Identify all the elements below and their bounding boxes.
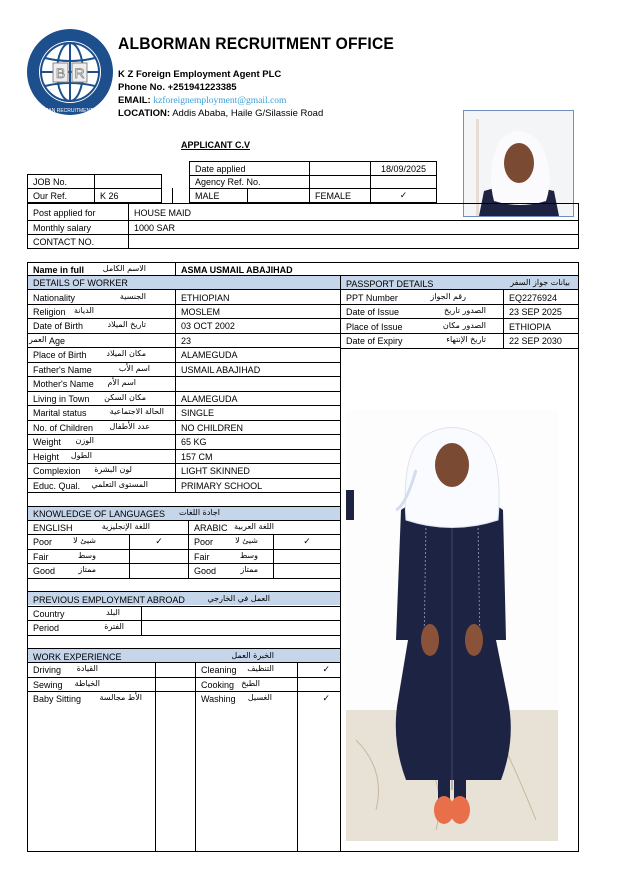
company-name: K Z Foreign Employment Agent PLC bbox=[118, 69, 282, 80]
svg-text:B: B bbox=[55, 65, 66, 81]
our-ref-value: K 26 bbox=[100, 191, 119, 201]
detail-label: Educ. Qual. bbox=[33, 481, 81, 491]
languages-heading-ar: اجادة اللغات bbox=[178, 508, 220, 517]
email-link[interactable]: kzforeignemployment@gmail.com bbox=[153, 96, 287, 106]
passport-label-ar: رقم الجواز bbox=[430, 292, 466, 301]
email-line bbox=[118, 94, 286, 108]
detail-value bbox=[176, 377, 186, 379]
work-skill-ar: الخياطة bbox=[74, 679, 100, 688]
full-body-photo bbox=[346, 410, 558, 841]
detail-label: Father's Name bbox=[33, 365, 92, 375]
passport-value: 22 SEP 2030 bbox=[509, 336, 562, 346]
arabic-fair-value bbox=[274, 550, 340, 552]
passport-value: 23 SEP 2025 bbox=[509, 307, 562, 317]
detail-label: Religion bbox=[33, 307, 66, 317]
detail-label: Age bbox=[49, 336, 66, 346]
location-label: LOCATION: bbox=[118, 108, 171, 119]
salary-value: 1000 SAR bbox=[134, 223, 176, 233]
english-level-label: Good bbox=[33, 566, 56, 576]
salary-label: Monthly salary bbox=[33, 223, 92, 233]
english-poor-checkmark: ✓ bbox=[155, 537, 163, 547]
arabic-level-label: Fair bbox=[194, 552, 210, 562]
previous-label-ar: الفترة bbox=[104, 622, 124, 631]
reference-table bbox=[27, 174, 162, 203]
agency-ref-label: Agency Ref. No. bbox=[195, 177, 261, 187]
contact-value bbox=[129, 235, 139, 237]
arabic-level-ar: شيئ لا bbox=[235, 536, 258, 545]
work-skill-label: Driving bbox=[33, 665, 62, 675]
detail-label: Living in Town bbox=[33, 394, 90, 404]
arabic-poor-checkmark: ✓ bbox=[303, 537, 311, 547]
phone-label: Phone No. bbox=[118, 82, 165, 93]
detail-label: Complexion bbox=[33, 466, 81, 476]
post-label: Post applied for bbox=[33, 208, 96, 218]
detail-label-ar: اسم الأم bbox=[107, 378, 136, 387]
detail-label: Marital status bbox=[33, 408, 87, 418]
detail-label: Height bbox=[33, 452, 60, 462]
arabic-level-ar: ممتاز bbox=[240, 565, 258, 574]
previous-label: Period bbox=[33, 623, 60, 633]
detail-label-ar: الوزن bbox=[75, 436, 94, 445]
detail-label-ar: مكان الميلاد bbox=[106, 349, 146, 358]
arabic-label-ar: اللغة العربية bbox=[234, 522, 274, 531]
phone-line bbox=[118, 81, 237, 94]
work-skill-label: Washing bbox=[201, 694, 236, 704]
location-value: Addis Ababa, Haile G/Silassie Road bbox=[172, 108, 324, 119]
work-skill-value bbox=[156, 678, 195, 680]
name-value: ASMA USMAIL ABAJIHAD bbox=[181, 265, 293, 275]
detail-label: Weight bbox=[33, 437, 61, 447]
arabic-level-label: Good bbox=[194, 566, 217, 576]
name-label-ar: الاسم الكامل bbox=[102, 264, 146, 273]
name-label: Name in full bbox=[33, 265, 85, 275]
passport-value: ETHIOPIA bbox=[509, 322, 552, 332]
detail-label-ar: الحالة الاجتماعية bbox=[109, 407, 164, 416]
work-skill-label: Baby Sitting bbox=[33, 694, 82, 704]
english-label: ENGLISH bbox=[33, 523, 73, 533]
agency-logo bbox=[26, 28, 114, 116]
cv-title: APPLICANT C.V bbox=[181, 140, 251, 150]
english-level-label: Fair bbox=[33, 552, 49, 562]
detail-value: SINGLE bbox=[181, 408, 215, 418]
email-label: EMAIL: bbox=[118, 95, 151, 106]
passport-label: Place of Issue bbox=[346, 322, 403, 332]
detail-value: 65 KG bbox=[181, 437, 207, 447]
detail-label-ar: تاريخ الميلاد bbox=[107, 320, 146, 329]
previous-heading: PREVIOUS EMPLOYMENT ABROAD bbox=[33, 595, 185, 605]
detail-label-ar: الديانة bbox=[73, 306, 94, 315]
arabic-good-value bbox=[274, 564, 340, 566]
our-ref-label: Our Ref. bbox=[33, 191, 68, 201]
agency-title: ALBORMAN RECRUITMENT OFFICE bbox=[118, 34, 395, 53]
svg-text:R: R bbox=[74, 65, 85, 81]
washing-checkmark: ✓ bbox=[322, 694, 330, 704]
passport-value: EQ2276924 bbox=[509, 293, 558, 303]
detail-value: LIGHT SKINNED bbox=[181, 466, 250, 476]
passport-heading-ar: بيانات جواز السفر bbox=[510, 278, 570, 287]
work-heading: WORK EXPERIENCE bbox=[33, 652, 122, 662]
work-skill-label: Cleaning bbox=[201, 665, 237, 675]
detail-label: No. of Children bbox=[33, 423, 94, 433]
previous-value bbox=[142, 607, 152, 609]
arabic-level-label: Poor bbox=[194, 537, 214, 547]
english-good-value bbox=[130, 564, 188, 566]
male-value bbox=[248, 189, 308, 191]
passport-label: Date of Expiry bbox=[346, 336, 403, 346]
work-skill-label: Sewing bbox=[33, 680, 63, 690]
passport-label-ar: الصدور مكان bbox=[442, 321, 486, 330]
detail-label: Date of Birth bbox=[33, 321, 84, 331]
date-applied-value: 18/09/2025 bbox=[380, 164, 427, 174]
detail-label: Nationality bbox=[33, 293, 76, 303]
detail-label-ar: الطول bbox=[70, 451, 92, 460]
detail-value: MOSLEM bbox=[181, 307, 221, 317]
passport-label: Date of Issue bbox=[346, 307, 400, 317]
cleaning-checkmark: ✓ bbox=[322, 665, 330, 675]
work-skill-ar: التنظيف bbox=[247, 664, 274, 673]
application-info-table bbox=[189, 161, 437, 203]
detail-label-ar: مكان السكن bbox=[104, 393, 146, 402]
arabic-level-ar: وسط bbox=[239, 551, 258, 560]
contact-label: CONTACT NO. bbox=[33, 237, 95, 247]
detail-value: ETHIOPIAN bbox=[181, 293, 230, 303]
job-no-value bbox=[95, 175, 105, 177]
languages-heading: KNOWLEDGE OF LANGUAGES bbox=[33, 509, 166, 519]
english-label-ar: اللغة الإنجليزية bbox=[101, 522, 150, 531]
work-skill-ar: الغسيل bbox=[247, 693, 272, 702]
work-heading-ar: الخبرة العمل bbox=[231, 651, 274, 660]
detail-value: NO CHILDREN bbox=[181, 423, 244, 433]
passport-label-ar: تاريخ الإنتهاء bbox=[446, 335, 486, 344]
phone-value: +251941223385 bbox=[167, 82, 237, 93]
passport-label-ar: الصدور تاريخ bbox=[444, 306, 486, 315]
detail-label-ar: اسم الأب bbox=[118, 364, 150, 373]
detail-value: 23 bbox=[181, 336, 192, 346]
work-skill-value bbox=[298, 678, 340, 680]
detail-value: 157 CM bbox=[181, 452, 213, 462]
english-level-ar: شيئ لا bbox=[73, 536, 96, 545]
svg-text:ALBORMAN RECRUITMENT OFFICE: ALBORMAN RECRUITMENT OFFICE bbox=[27, 108, 113, 114]
job-details-table bbox=[27, 203, 579, 249]
detail-value: ALAMEGUDA bbox=[181, 394, 238, 404]
previous-value bbox=[142, 621, 152, 623]
detail-label: Place of Birth bbox=[33, 350, 87, 360]
passport-heading: PASSPORT DETAILS bbox=[346, 279, 434, 289]
passport-label: PPT Number bbox=[346, 293, 398, 303]
english-level-ar: وسط bbox=[77, 551, 96, 560]
date-applied-label: Date applied bbox=[195, 164, 246, 174]
work-skill-ar: القيادة bbox=[76, 664, 98, 673]
work-skill-value bbox=[156, 692, 195, 694]
post-value: HOUSE MAID bbox=[134, 208, 192, 218]
agency-ref-value bbox=[371, 175, 436, 177]
female-label: FEMALE bbox=[315, 191, 352, 201]
portrait-photo bbox=[463, 110, 574, 217]
details-heading: DETAILS OF WORKER bbox=[33, 278, 128, 288]
detail-label-ar: عدد الأطفال bbox=[109, 422, 150, 431]
work-skill-value bbox=[156, 663, 195, 665]
work-skill-ar: الطبخ bbox=[241, 679, 260, 688]
english-level-ar: ممتاز bbox=[78, 565, 96, 574]
previous-label: Country bbox=[33, 609, 65, 619]
previous-label-ar: البلد bbox=[106, 608, 120, 617]
detail-label-ar: المستوى التعلمي bbox=[91, 480, 148, 489]
detail-label-ar: الجنسية bbox=[119, 292, 146, 301]
detail-value: PRIMARY SCHOOL bbox=[181, 481, 263, 491]
previous-heading-ar: العمل في الخارجي bbox=[207, 594, 270, 603]
work-skill-label: Cooking bbox=[201, 680, 235, 690]
detail-label-ar: العمر bbox=[29, 335, 47, 344]
female-checkmark: ✓ bbox=[399, 191, 408, 201]
arabic-label: ARABIC bbox=[194, 523, 228, 533]
detail-label-ar: لون البشرة bbox=[94, 465, 132, 474]
detail-label: Mother's Name bbox=[33, 379, 94, 389]
job-no-label: JOB No. bbox=[33, 177, 68, 187]
english-fair-value bbox=[130, 550, 188, 552]
detail-value: USMAIL ABAJIHAD bbox=[181, 365, 261, 375]
work-skill-ar: الأط مجالسة bbox=[99, 693, 142, 702]
english-level-label: Poor bbox=[33, 537, 53, 547]
detail-value: ALAMEGUDA bbox=[181, 350, 238, 360]
detail-value: 03 OCT 2002 bbox=[181, 321, 235, 331]
male-label: MALE bbox=[195, 191, 220, 201]
location-line bbox=[118, 107, 323, 120]
